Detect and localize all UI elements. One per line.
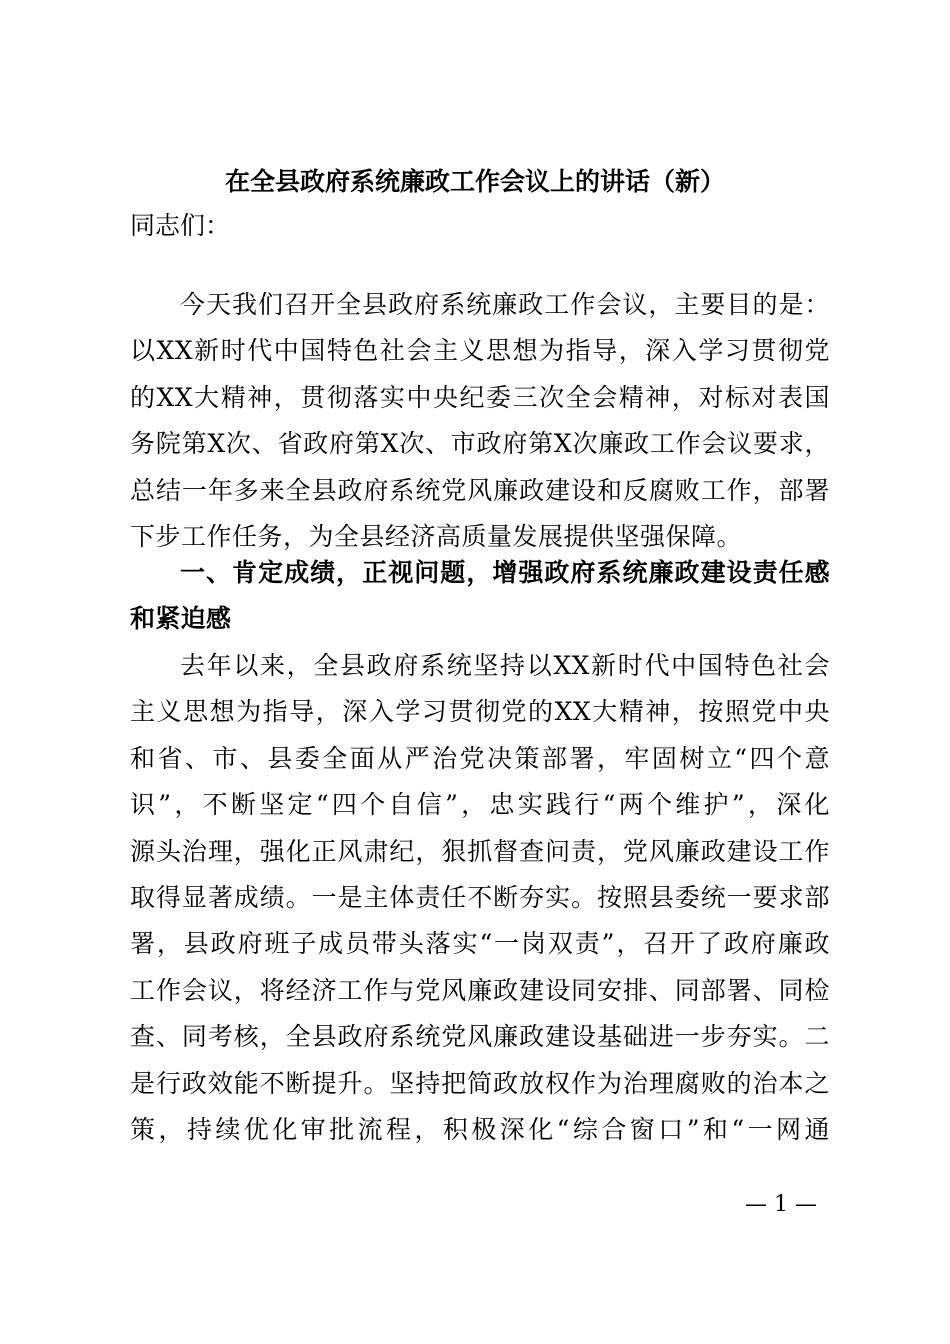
paragraph-line: 查、同考核，全县政府系统党风廉政建设基础进一步夯实。二: [130, 1022, 830, 1052]
paragraph-line: 以XX新时代中国特色社会主义思想为指导，深入学习贯彻党: [130, 336, 830, 366]
paragraph-line: 工作会议，将经济工作与党风廉政建设同安排、同部署、同检: [130, 975, 830, 1005]
paragraph-line: 源头治理，强化正风肃纪，狠抓督查问责，党风廉政建设工作: [130, 836, 830, 866]
paragraph-line: 的XX大精神，贯彻落实中央纪委三次全会精神，对标对表国: [130, 382, 830, 412]
paragraph-line: 是行政效能不断提升。坚持把简政放权作为治理腐败的治本之: [130, 1068, 830, 1098]
paragraph-line: 取得显著成绩。一是主体责任不断夯实。按照县委统一要求部: [130, 883, 830, 913]
paragraph-intro: [130, 282, 830, 560]
section-heading: [130, 550, 830, 643]
paragraph-line: 务院第X次、省政府第X次、市政府第X次廉政工作会议要求，: [130, 429, 830, 459]
paragraph-line: 和省、市、县委全面从严治党决策部署，牢固树立“四个意: [130, 743, 830, 773]
paragraph-line: 去年以来，全县政府系统坚持以XX新时代中国特色社会: [180, 651, 830, 680]
paragraph-line: 主义思想为指导，深入学习贯彻党的XX大精神，按照党中央: [130, 697, 830, 727]
paragraph-line: 今天我们召开全县政府系统廉政工作会议，主要目的是：: [180, 290, 830, 319]
paragraph-line: 总结一年多来全县政府系统党风廉政建设和反腐败工作，部署: [130, 475, 830, 505]
paragraph-line: 识”，不断坚定“四个自信”，忠实践行“两个维护”，深化: [130, 790, 830, 820]
salutation: 同志们：: [130, 211, 231, 240]
paragraph-line: 策，持续优化审批流程，积极深化“综合窗口”和“一网通: [130, 1115, 830, 1145]
heading-line: 一、肯定成绩，正视问题，增强政府系统廉政建设责任感: [180, 558, 830, 587]
paragraph-line: 下步工作任务，为全县经济高质量发展提供坚强保障。: [130, 522, 743, 552]
paragraph-achievements: [130, 643, 830, 1153]
page-number: — 1 —: [745, 1192, 817, 1217]
document-title: 在全县政府系统廉政工作会议上的讲话（新）: [224, 167, 725, 196]
heading-line: 和紧迫感: [130, 604, 232, 634]
paragraph-line: 署，县政府班子成员带头落实“一岗双责”，召开了政府廉政: [130, 929, 830, 959]
